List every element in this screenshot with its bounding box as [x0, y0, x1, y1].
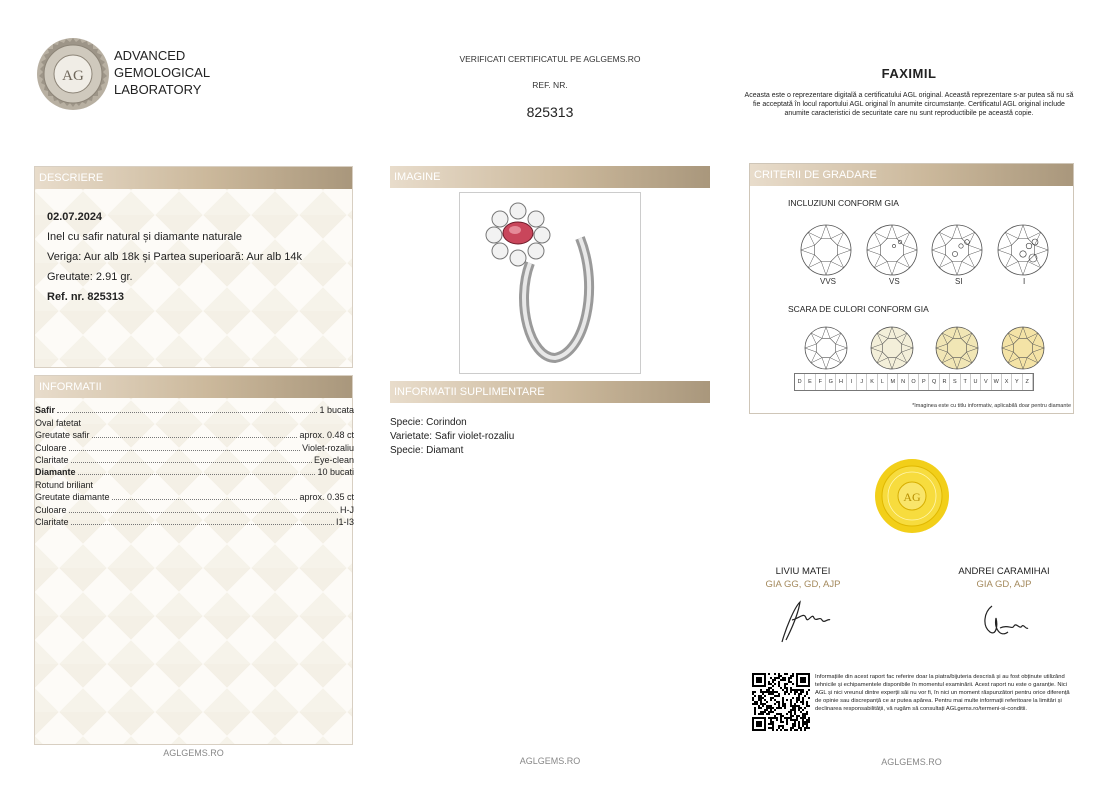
- footer-left[interactable]: AGLGEMS.RO: [163, 748, 224, 758]
- legal-disclaimer: Informațiile din acest raport fac referire doar la piatra/bijuteria descrisă și au fost obținute utilizând tehnicile și echipamentele disponibile în momentul examinării. Acest raport nu este o garanție. Nici AGL și nici vreunul dintre experții săi nu vor fi, în nici un moment răspunzători pentru orice diferență de opinie sau discrepanță ce ar putea apărea. Pentru mai multe informații referitoare la limitări și declinarea responsabilității, vă rugăm să consultați AGLgems.ro/termeni-si-conditii.: [815, 674, 1070, 712]
- info-row-key: Greutate safir: [35, 430, 90, 441]
- info-row-leader: [57, 412, 317, 413]
- color-stone-4: [1002, 327, 1044, 369]
- signature-2: [978, 602, 1034, 646]
- reference-block: [380, 54, 720, 120]
- info-row-value: Violet-rozaliu: [302, 442, 354, 453]
- color-scale-letter: R: [940, 374, 950, 390]
- informatii-header: INFORMATII: [35, 376, 352, 398]
- inclusion-label-si: SI: [955, 277, 963, 286]
- color-scale-letter: T: [961, 374, 971, 390]
- informatii-rows: [35, 404, 354, 528]
- info-row-leader: [69, 512, 338, 513]
- info-row-value: H-J: [340, 504, 354, 515]
- lab-name-line-3: LABORATORY: [114, 82, 202, 97]
- signature-1: [776, 598, 836, 646]
- faximil-block: [744, 66, 1074, 118]
- color-scale-letter: E: [805, 374, 815, 390]
- faximil-title: FAXIMIL: [881, 66, 937, 81]
- info-row: [35, 416, 354, 428]
- footer-center[interactable]: AGLGEMS.RO: [519, 756, 581, 766]
- footer-right[interactable]: AGLGEMS.RO: [881, 757, 942, 767]
- color-scale-letter: Q: [929, 374, 939, 390]
- color-scale-letter: Y: [1012, 374, 1022, 390]
- ring-illustration: [460, 193, 640, 373]
- color-scale-letter: F: [816, 374, 826, 390]
- info-row: [35, 441, 354, 453]
- info-row: [35, 429, 354, 441]
- description-line-1: Inel cu safir natural și diamante naturale: [47, 231, 243, 243]
- lab-name: [114, 47, 210, 98]
- imagine-header: IMAGINE: [390, 166, 710, 188]
- info-row-leader: [71, 462, 312, 463]
- signer-name-2: ANDREI CARAMIHAI: [958, 566, 1050, 577]
- info-row-leader: [78, 474, 316, 475]
- info-row-key: Culoare: [35, 504, 67, 515]
- color-stone-2: [871, 327, 913, 369]
- info-row: [35, 503, 354, 515]
- info-row-value: 10 bucati: [317, 467, 354, 478]
- descriere-panel: [34, 166, 353, 368]
- inclusion-label-vs: VS: [889, 277, 900, 286]
- info-row-key: Safir: [35, 405, 56, 416]
- info-row-key: Oval fatetat: [35, 417, 82, 428]
- criterii-note: *Imaginea este cu titlu informativ, aplicabilă doar pentru diamante: [912, 403, 1071, 409]
- color-scale-letter: J: [857, 374, 867, 390]
- color-scale-letter: U: [971, 374, 981, 390]
- signer-name-1: LIVIU MATEI: [775, 566, 831, 577]
- color-scale-letter: N: [898, 374, 908, 390]
- info-row-key: Diamante: [35, 467, 76, 478]
- lab-name-line-2: GEMOLOGICAL: [114, 65, 211, 80]
- signature-block-1: [723, 566, 883, 590]
- color-scale-letter: I: [847, 374, 857, 390]
- info-row-value: I1-I3: [335, 516, 354, 527]
- color-scale-letter: H: [836, 374, 846, 390]
- info-row-key: Rotund briliant: [35, 479, 94, 490]
- info-row-leader: [92, 437, 298, 438]
- info-row-key: Claritate: [35, 454, 69, 465]
- info-row-value: aprox. 0.35 ct: [299, 492, 354, 503]
- signature-block-2: [924, 566, 1084, 590]
- svg-text:AG: AG: [903, 490, 921, 504]
- faximil-text: Aceasta este o reprezentare digitală a certificatului AGL original. Această reprezentare s-ar putea să nu să fie acceptată în locul raportului AGL original în anumite circumstanțe. Certificatul AGL original include anumite caracteristici de securitate care nu sunt reproductibile pe această copie.: [744, 92, 1074, 117]
- color-scale-letter: D: [795, 374, 805, 390]
- info-row-key: Culoare: [35, 442, 67, 453]
- agl-logo-seal: [36, 37, 110, 111]
- color-scale-letter: V: [981, 374, 991, 390]
- inclusion-diamond-si: [932, 225, 982, 275]
- inclusions-title: INCLUZIUNI CONFORM GIA: [788, 198, 899, 208]
- color-scale-letter: S: [950, 374, 960, 390]
- info-row-leader: [71, 524, 334, 525]
- suplimentare-line-2: Varietate: Safir violet-rozaliu: [390, 431, 515, 442]
- info-row: [35, 466, 354, 478]
- description-line-2: Veriga: Aur alb 18k și Partea superioară: Aur alb 14k: [47, 251, 302, 263]
- color-scale-letter: L: [878, 374, 888, 390]
- ring-image: [459, 192, 641, 374]
- criterii-header: CRITERII DE GRADARE: [750, 164, 1073, 186]
- info-row: [35, 454, 354, 466]
- info-row: [35, 478, 354, 490]
- inclusion-label-vvs: VVS: [820, 277, 837, 286]
- gold-seal: [874, 458, 950, 534]
- suplimentare-header: INFORMATII SUPLIMENTARE: [390, 381, 710, 403]
- description-line-3: Greutate: 2.91 gr.: [47, 271, 133, 283]
- info-row-key: Greutate diamante: [35, 492, 110, 503]
- color-scale-letter: P: [919, 374, 929, 390]
- report-date: 02.07.2024: [47, 211, 103, 223]
- info-row-key: Claritate: [35, 516, 69, 527]
- inclusion-diamond-vvs: [801, 225, 851, 275]
- info-row-value: Eye-clean: [313, 454, 354, 465]
- descriere-header: DESCRIERE: [35, 167, 352, 189]
- color-scale-letter: O: [909, 374, 919, 390]
- inclusion-diamond-vs: [867, 225, 917, 275]
- info-row: [35, 491, 354, 503]
- verify-text: VERIFICATI CERTIFICATUL PE AGLGEMS.RO: [459, 54, 641, 64]
- ref-label: REF. NR.: [532, 80, 568, 90]
- color-scale-letter: Z: [1023, 374, 1033, 390]
- inclusion-diamond-i: [998, 225, 1048, 275]
- qr-code[interactable]: [752, 673, 810, 731]
- color-scale-letter: M: [888, 374, 898, 390]
- color-stone-3: [936, 327, 978, 369]
- color-stone-1: [805, 327, 847, 369]
- info-row: [35, 404, 354, 416]
- inclusion-label-i: I: [1023, 277, 1026, 286]
- color-scale-letter: X: [1002, 374, 1012, 390]
- signer-credentials-1: GIA GG, GD, AJP: [765, 579, 841, 590]
- info-row-value: aprox. 0.48 ct: [299, 430, 354, 441]
- suplimentare-body: [390, 416, 514, 458]
- lab-name-line-1: ADVANCED: [114, 48, 186, 63]
- description-ref: Ref. nr. 825313: [47, 291, 125, 303]
- color-scale-letter: G: [826, 374, 836, 390]
- criterii-panel: [749, 163, 1074, 414]
- info-row-leader: [69, 450, 301, 451]
- ref-number: 825313: [526, 104, 574, 120]
- svg-text:AG: AG: [62, 68, 84, 84]
- info-row-leader: [112, 499, 298, 500]
- color-scale-title: SCARA DE CULORI CONFORM GIA: [788, 304, 929, 314]
- suplimentare-line-3: Specie: Diamant: [390, 445, 464, 456]
- info-row: [35, 516, 354, 528]
- color-scale-letter: K: [867, 374, 877, 390]
- signer-credentials-2: GIA GD, AJP: [976, 579, 1032, 590]
- color-scale-letter: W: [992, 374, 1002, 390]
- informatii-panel: [34, 375, 353, 745]
- suplimentare-line-1: Specie: Corindon: [390, 417, 467, 428]
- color-scale-bar: [794, 373, 1034, 391]
- info-row-value: 1 bucata: [319, 405, 354, 416]
